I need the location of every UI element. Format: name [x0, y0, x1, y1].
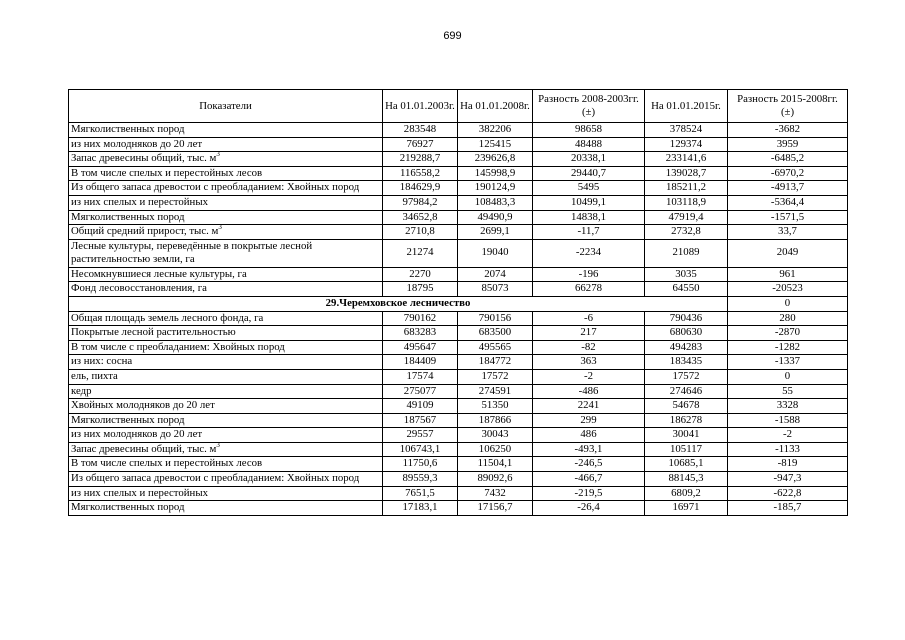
table-cell: 190124,9: [458, 181, 533, 196]
table-cell: 18795: [383, 282, 458, 297]
table-cell: 29440,7: [533, 166, 645, 181]
table-cell: 16971: [645, 501, 728, 516]
table-cell: -20523: [728, 282, 848, 297]
row-label-text: из них молодняков до 20 лет: [71, 428, 203, 441]
table-cell: 3959: [728, 137, 848, 152]
table-cell: -6970,2: [728, 166, 848, 181]
table-cell: 184629,9: [383, 181, 458, 196]
table-cell: 17156,7: [458, 501, 533, 516]
table-row: [69, 457, 848, 472]
row-label-text: Запас древесины общий, тыс. м: [71, 152, 217, 165]
table-row: [69, 399, 848, 414]
table-cell: 47919,4: [645, 210, 728, 225]
row-label: [69, 282, 383, 297]
table-cell: -4913,7: [728, 181, 848, 196]
row-label-text: из них молодняков до 20 лет: [71, 137, 203, 150]
table-cell: 20338,1: [533, 152, 645, 167]
table-cell: 139028,7: [645, 166, 728, 181]
row-label-text: В том числе с преобладанием: Хвойных пород: [71, 340, 285, 353]
table-row: [69, 355, 848, 370]
header-indicators: Показатели: [69, 90, 383, 123]
table-cell: 17572: [458, 369, 533, 384]
header-diff-2015-2008: Разность 2015-2008гг. (±): [728, 90, 848, 123]
table-cell: 185211,2: [645, 181, 728, 196]
table-cell: 98658: [533, 123, 645, 138]
table-row: [69, 123, 848, 138]
table-cell: 187567: [383, 413, 458, 428]
table-cell: 66278: [533, 282, 645, 297]
row-label: [69, 442, 383, 457]
table-cell: 19040: [458, 239, 533, 267]
table-cell: 10685,1: [645, 457, 728, 472]
table-cell: 275077: [383, 384, 458, 399]
row-label: [69, 225, 383, 240]
page-number: 699: [443, 30, 462, 42]
table-cell: -1337: [728, 355, 848, 370]
table-cell: -3682: [728, 123, 848, 138]
table-cell: 29557: [383, 428, 458, 443]
row-label-text: Мягколиственных пород: [71, 413, 185, 426]
table-row: [69, 239, 848, 267]
table-row: [69, 486, 848, 501]
table-cell: -1282: [728, 340, 848, 355]
table-cell: 88145,3: [645, 472, 728, 487]
row-label: [69, 384, 383, 399]
table-cell: 106743,1: [383, 442, 458, 457]
table-cell: 51350: [458, 399, 533, 414]
table-cell: -1571,5: [728, 210, 848, 225]
row-label-text: Общая площадь земель лесного фонда, га: [71, 311, 264, 324]
row-label-text: ель, пихта: [71, 369, 118, 382]
table-cell: 89092,6: [458, 472, 533, 487]
table-cell: 680630: [645, 326, 728, 341]
row-label: [69, 166, 383, 181]
table-cell: 103118,9: [645, 195, 728, 210]
table-cell: 21089: [645, 239, 728, 267]
row-label-text: В том числе спелых и перестойных лесов: [71, 457, 263, 470]
table-cell: 17572: [645, 369, 728, 384]
row-label: [69, 340, 383, 355]
row-label: [69, 472, 383, 487]
table-cell: 683283: [383, 326, 458, 341]
table-row: [69, 152, 848, 167]
header-2003: На 01.01.2003г.: [383, 90, 458, 123]
table-cell: 108483,3: [458, 195, 533, 210]
unit-superscript: 3: [218, 224, 222, 232]
header-2015: На 01.01.2015г.: [645, 90, 728, 123]
table-cell: 217: [533, 326, 645, 341]
table-cell: -11,7: [533, 225, 645, 240]
row-label: [69, 181, 383, 196]
table-row: [69, 501, 848, 516]
table-row: [69, 384, 848, 399]
table-cell: 363: [533, 355, 645, 370]
table-cell: 2241: [533, 399, 645, 414]
row-label: [69, 311, 383, 326]
table-cell: 2699,1: [458, 225, 533, 240]
table-cell: 790436: [645, 311, 728, 326]
row-label: [69, 399, 383, 414]
table-cell: 2049: [728, 239, 848, 267]
table-cell: 2074: [458, 267, 533, 282]
section-row: [69, 296, 848, 311]
table-cell: -26,4: [533, 501, 645, 516]
row-label-text: Лесные культуры, переведённые в покрытые лесной растительностью земли, га: [71, 239, 313, 266]
table-cell: -196: [533, 267, 645, 282]
table-cell: 495565: [458, 340, 533, 355]
table-cell: -486: [533, 384, 645, 399]
table-row: [69, 210, 848, 225]
row-label-text: Покрытые лесной растительностью: [71, 326, 236, 339]
table-cell: 17183,1: [383, 501, 458, 516]
table-cell: 183435: [645, 355, 728, 370]
table-cell: 129374: [645, 137, 728, 152]
table-cell: -2: [533, 369, 645, 384]
table-cell: 30043: [458, 428, 533, 443]
table-cell: 274591: [458, 384, 533, 399]
row-label: [69, 195, 383, 210]
table-cell: 283548: [383, 123, 458, 138]
table-cell: -466,7: [533, 472, 645, 487]
table-cell: 0: [728, 296, 848, 311]
row-label-text: из них: сосна: [71, 355, 133, 368]
table-cell: 7432: [458, 486, 533, 501]
table-cell: -493,1: [533, 442, 645, 457]
table-cell: 85073: [458, 282, 533, 297]
row-label-text: Хвойных молодняков до 20 лет: [71, 399, 215, 412]
table-cell: 89559,3: [383, 472, 458, 487]
table-cell: 961: [728, 267, 848, 282]
table-cell: 5495: [533, 181, 645, 196]
row-label-text: из них спелых и перестойных: [71, 486, 208, 499]
table-cell: -219,5: [533, 486, 645, 501]
table-cell: 187866: [458, 413, 533, 428]
table-cell: 495647: [383, 340, 458, 355]
header-2008: На 01.01.2008г.: [458, 90, 533, 123]
table-cell: -2: [728, 428, 848, 443]
table-cell: 30041: [645, 428, 728, 443]
table-cell: -246,5: [533, 457, 645, 472]
table-cell: 49109: [383, 399, 458, 414]
table-row: [69, 413, 848, 428]
table-row: [69, 267, 848, 282]
table-row: [69, 181, 848, 196]
table-cell: -6485,2: [728, 152, 848, 167]
table-cell: 116558,2: [383, 166, 458, 181]
row-label: [69, 457, 383, 472]
table-cell: -1133: [728, 442, 848, 457]
table-cell: 6809,2: [645, 486, 728, 501]
row-label-text: из них спелых и перестойных: [71, 195, 208, 208]
row-label-text: Запас древесины общий, тыс. м: [71, 442, 217, 455]
row-label: [69, 123, 383, 138]
table-row: [69, 166, 848, 181]
table-cell: 274646: [645, 384, 728, 399]
table-cell: 34652,8: [383, 210, 458, 225]
header-diff-2008-2003: Разность 2008-2003гг. (±): [533, 90, 645, 123]
table-row: [69, 311, 848, 326]
table-row: [69, 472, 848, 487]
table-cell: -1588: [728, 413, 848, 428]
row-label: [69, 428, 383, 443]
table-cell: 494283: [645, 340, 728, 355]
table-cell: 14838,1: [533, 210, 645, 225]
table-cell: 21274: [383, 239, 458, 267]
table-cell: 299: [533, 413, 645, 428]
table-cell: 54678: [645, 399, 728, 414]
table-cell: 49490,9: [458, 210, 533, 225]
table-cell: 11504,1: [458, 457, 533, 472]
forest-fund-table: [68, 89, 848, 516]
table-cell: 125415: [458, 137, 533, 152]
table-cell: 10499,1: [533, 195, 645, 210]
table-row: [69, 428, 848, 443]
table-cell: 76927: [383, 137, 458, 152]
row-label-text: Мягколиственных пород: [71, 501, 185, 514]
table-cell: 55: [728, 384, 848, 399]
unit-superscript: 3: [216, 151, 220, 159]
table-row: [69, 442, 848, 457]
table-row: [69, 225, 848, 240]
table-header-row: [69, 90, 848, 123]
table-cell: 186278: [645, 413, 728, 428]
table-cell: 3328: [728, 399, 848, 414]
row-label-text: В том числе спелых и перестойных лесов: [71, 166, 263, 179]
table-cell: 233141,6: [645, 152, 728, 167]
table-cell: 64550: [645, 282, 728, 297]
table-cell: 382206: [458, 123, 533, 138]
row-label-text: Общий средний прирост, тыс. м: [71, 225, 219, 238]
table-row: [69, 369, 848, 384]
table-cell: 790162: [383, 311, 458, 326]
table-cell: 7651,5: [383, 486, 458, 501]
row-label: [69, 355, 383, 370]
table-cell: 378524: [645, 123, 728, 138]
table-cell: 219288,7: [383, 152, 458, 167]
row-label: [69, 137, 383, 152]
row-label-text: Из общего запаса древостои с преобладанием: Хвойных пород: [71, 181, 360, 194]
table-cell: -2234: [533, 239, 645, 267]
table-cell: -5364,4: [728, 195, 848, 210]
table-cell: 184772: [458, 355, 533, 370]
section-title: 29.Черемховское лесничество: [69, 296, 728, 311]
table-cell: 280: [728, 311, 848, 326]
row-label-text: Фонд лесовосстановления, га: [71, 282, 207, 295]
table-cell: 2732,8: [645, 225, 728, 240]
table-cell: 106250: [458, 442, 533, 457]
row-label-text: Из общего запаса древостои с преобладанием: Хвойных пород: [71, 472, 360, 485]
row-label: [69, 326, 383, 341]
table-cell: -82: [533, 340, 645, 355]
table-cell: -622,8: [728, 486, 848, 501]
table-cell: 11750,6: [383, 457, 458, 472]
table-row: [69, 195, 848, 210]
table-cell: 33,7: [728, 225, 848, 240]
row-label-text: кедр: [71, 384, 92, 397]
row-label-text: Мягколиственных пород: [71, 210, 185, 223]
table-cell: -6: [533, 311, 645, 326]
row-label: [69, 267, 383, 282]
table-cell: 105117: [645, 442, 728, 457]
row-label: [69, 210, 383, 225]
table-row: [69, 326, 848, 341]
table-cell: 0: [728, 369, 848, 384]
table-cell: -185,7: [728, 501, 848, 516]
row-label: [69, 486, 383, 501]
table-body: [69, 123, 848, 516]
row-label: [69, 239, 383, 267]
row-label: [69, 501, 383, 516]
table-row: [69, 137, 848, 152]
table-cell: 3035: [645, 267, 728, 282]
row-label-text: Несомкнувшиеся лесные культуры, га: [71, 267, 247, 280]
table-row: [69, 282, 848, 297]
table-cell: 486: [533, 428, 645, 443]
table-cell: 184409: [383, 355, 458, 370]
table-cell: 97984,2: [383, 195, 458, 210]
row-label: [69, 152, 383, 167]
row-label: [69, 369, 383, 384]
table-cell: 48488: [533, 137, 645, 152]
table-cell: -819: [728, 457, 848, 472]
table-cell: 145998,9: [458, 166, 533, 181]
table-cell: -947,3: [728, 472, 848, 487]
table-cell: 2270: [383, 267, 458, 282]
table-row: [69, 340, 848, 355]
table-cell: -2870: [728, 326, 848, 341]
unit-superscript: 3: [216, 442, 220, 449]
row-label-text: Мягколиственных пород: [71, 123, 185, 135]
row-label: [69, 413, 383, 428]
table-cell: 683500: [458, 326, 533, 341]
table-cell: 239626,8: [458, 152, 533, 167]
table-cell: 2710,8: [383, 225, 458, 240]
table-cell: 790156: [458, 311, 533, 326]
table-cell: 17574: [383, 369, 458, 384]
